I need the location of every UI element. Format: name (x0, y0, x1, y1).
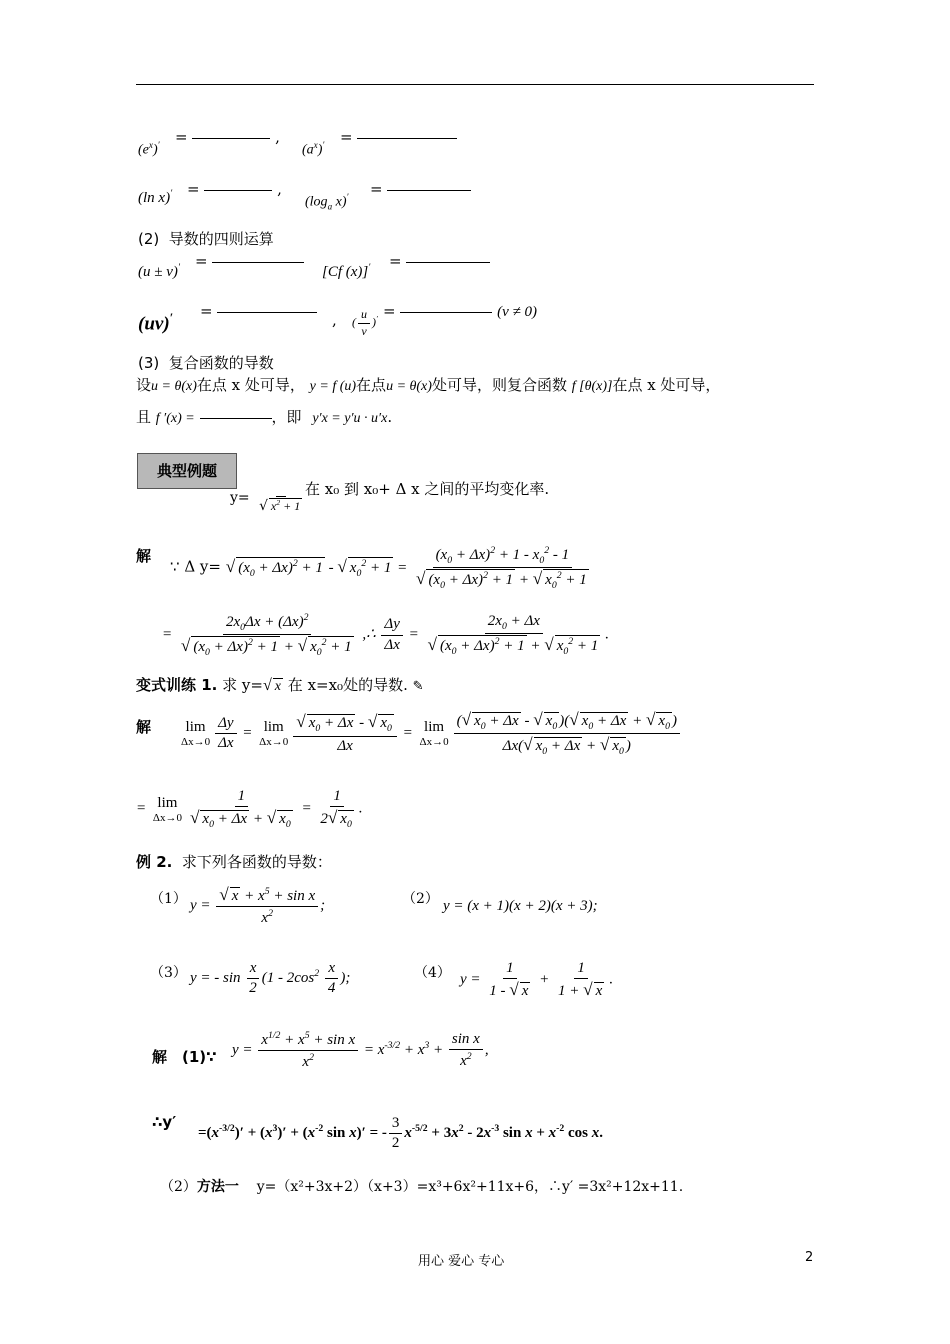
formula-ex: $(e^x)'$ (138, 140, 160, 158)
therefore-y: ∴y′ (152, 1113, 177, 1131)
solution-label-2: 解 (136, 718, 152, 736)
eq-blank-loga: = (370, 180, 471, 198)
solution-label: 解 (136, 547, 152, 565)
solution-2-1-label: 解 (1)∵ (152, 1048, 217, 1066)
footer-center: 用心 爱心 专心 (418, 1254, 505, 1269)
item-4-label: （4） (414, 965, 451, 981)
variant-1: 变式训练 1. 求 y=√ x 在 x=x₀处的导数. ✎ (136, 676, 424, 694)
eq-blank-lnx: = , (187, 180, 282, 198)
section-3-heading: (3) 复合函数的导数 (138, 354, 274, 372)
solution-1-line-1: ∵ Δ y= √ $(x_0 + \Delta x)^2 + 1$ - √ $x_0^2 + 1$ = $\frac{(x_0 + \Delta x)^2 + 1 - x_0^2 - 1}{√ (x_0 + \Delta x)^2 + 1 + √ x_0^2 + 1}$ (170, 545, 587, 592)
compound-line-2: 且 f ′(x) = ，即 y′x = y′u · u′x. (136, 408, 393, 426)
formula-loga: ($\log_a$ x)′ (305, 192, 349, 212)
solution-1-line-2: = $\frac{2x_0\Delta x + (\Delta x)^2}{√ (x_0 + \Delta x)^2 + 1 + √ x_0^2 + 1}$ ,∴ $\frac{\Delta y}{\Delta x}$ = $\frac{2x_0 + \Delta x}{√ (x_0 + \Delta x)^2 + 1 + √ x_0^2 + 1}$ . (162, 612, 609, 659)
item-4-formula: y = $\frac{1}{1 - √ x}$ + $\frac{1}{1 + √ x}$ . (460, 960, 614, 1000)
section-2-heading: (2) 导数的四则运算 (138, 230, 274, 248)
formula-quotient: ( $\frac{u}{v}$ )′ (352, 307, 378, 338)
formula-sum: (u ± v)′ (138, 262, 181, 280)
item-2-formula: y = (x + 1)(x + 2)(x + 3); (443, 898, 598, 914)
header-rule (136, 84, 814, 85)
example-1-function: y= √ $x^2 + 1$ (230, 481, 307, 515)
item-2-label: （2） (402, 891, 439, 907)
variant-solution-line-2: = lim Δx→0 $\frac{1}{√ x_0 + \Delta x + √ x_0}$ = $\frac{1}{2√ x_0}$ . (136, 788, 363, 831)
item-1-label: （1） (150, 891, 187, 907)
page-number: 2 (805, 1250, 814, 1265)
comma: , (332, 311, 337, 329)
eq-blank-ex: = , (175, 128, 280, 146)
eq-blank-cf: = (389, 252, 490, 270)
example-1-text: 在 x₀ 到 x₀+ Δ x 之间的平均变化率. (305, 480, 550, 498)
item-3-label: （3） (150, 965, 187, 981)
compound-line-1: 设u = θ(x)在点 x 处可导， y = f (u)在点u = θ(x)处可导，则复合函数 f [θ(x)]在点 x 处可导， (136, 376, 721, 394)
eq-blank-quotient: = (v ≠ 0) (383, 302, 538, 320)
formula-cf: [Cf (x)]′ (322, 262, 371, 280)
eq-blank-uv: = (200, 302, 317, 320)
variant-solution-line-1: lim Δx→0 $\frac{\Delta y}{\Delta x}$ = lim Δx→0 $\frac{√ x_0 + \Delta x - √ x_0}{\Delta x}$ = lim Δx→0 $\frac{(√ x_0 + \Delta x - √ x_0 )(√ x_0 + \Delta x + √ x_0 )}{\Delta x(√ x_0 + \Delta x + √ x_0 )}$ (178, 710, 682, 757)
item-1-formula: y = $\frac{√ x + x^5 + \sin x}{x^2}$ ; (190, 885, 326, 927)
formula-uv: (uv)′ (138, 311, 174, 335)
formula-lnx: (ln x)′ (138, 188, 173, 206)
typical-examples-box: 典型例题 (137, 453, 237, 489)
eq-blank-sum: = (195, 252, 304, 270)
item-3-formula: y = - sin $\frac{x}{2}$ ($1 - 2\cos^2$ $\frac{x}{4}$ ); (190, 960, 351, 997)
example-2-heading: 例 2. 求下列各函数的导数： (136, 853, 332, 871)
solution-2-1-derivative: $=(x^{-3/2})' + (x^3)' + (x^{-2}$ sin x)′ = - $\frac{3}{2}$ $x^{-5/2} + 3x^2 - 2x^{-3}$ $\sin x + x^{-2}$ cos x. (198, 1115, 603, 1152)
solution-2-2: （2）方法一 y=（x²+3x+2）（x+3）=x³+6x²+11x+6，∴y′ =3x²+12x+11. (160, 1179, 684, 1195)
eq-blank-ax: = (340, 128, 457, 146)
solution-2-1-formula: y = $\frac{x^{1/2} + x^5 + \sin x}{x^2}$ = $x^{-3/2} + x^3$ + $\frac{\text{sin x}}{x^2}$ , (232, 1030, 489, 1071)
formula-ax: $(a^x)'$ (302, 140, 325, 158)
